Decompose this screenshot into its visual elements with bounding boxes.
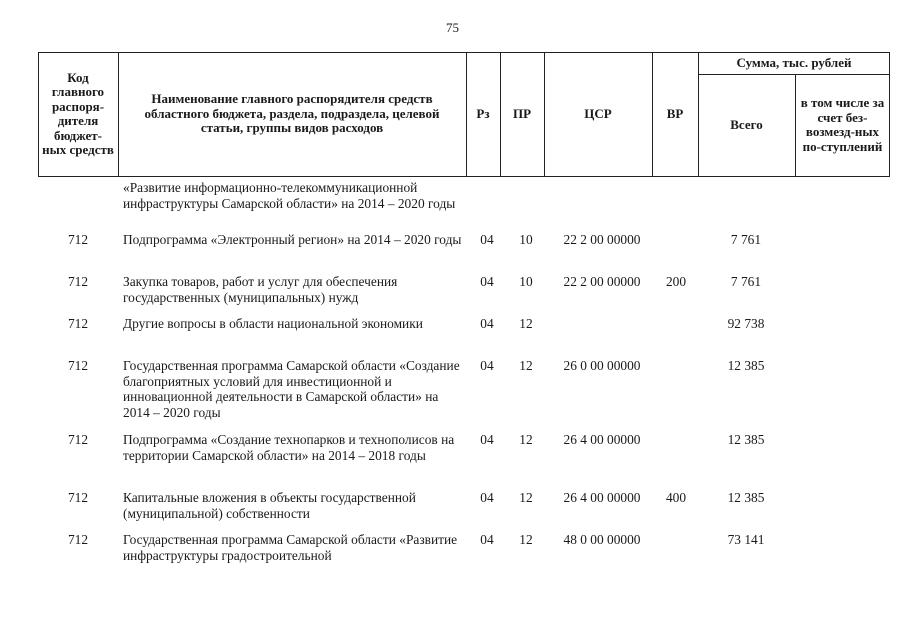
table-body xyxy=(38,180,890,574)
header-code: Код главного распоря-дителя бюджет-ных средств xyxy=(42,69,114,157)
table-header xyxy=(38,52,890,176)
row-pr: 10 xyxy=(519,232,533,247)
row-pr: 12 xyxy=(519,358,533,373)
row-code: 712 xyxy=(67,532,89,547)
row-csr: 26 4 00 00000 xyxy=(563,432,641,447)
row-total: 12 385 xyxy=(727,490,765,505)
row-vr: 400 xyxy=(665,490,687,505)
row-csr: 22 2 00 00000 xyxy=(563,232,641,247)
row-pr: 12 xyxy=(519,432,533,447)
row-csr: 22 2 00 00000 xyxy=(563,274,641,289)
header-free: в том числе за счет без-возмезд-ных по-ступлений xyxy=(800,95,885,154)
row-rz: 04 xyxy=(480,490,494,505)
table-row xyxy=(38,316,890,358)
header-pr: ПР xyxy=(512,105,532,121)
row-name: Капитальные вложения в объекты государственной (муниципальной) собственности xyxy=(123,490,416,521)
row-name: Государственная программа Самарской области «Развитие инфраструктуры градостроительной xyxy=(123,532,458,563)
row-code: 712 xyxy=(67,432,89,447)
row-rz: 04 xyxy=(480,358,494,373)
row-rz: 04 xyxy=(480,532,494,547)
row-rz: 04 xyxy=(480,274,494,289)
row-pr: 12 xyxy=(519,490,533,505)
row-pr: 12 xyxy=(519,532,533,547)
row-total: 12 385 xyxy=(727,358,765,373)
table-row xyxy=(38,180,890,232)
row-code: 712 xyxy=(67,490,89,505)
row-name: Подпрограмма «Электронный регион» на 2014 – 2020 годы xyxy=(123,232,462,247)
header-border-bottom xyxy=(38,176,890,177)
header-name: Наименование главного распорядителя средств областного бюджета, раздела, подраздела, целевой статьи, группы видов расходов xyxy=(144,91,440,136)
row-pr: 12 xyxy=(519,316,533,331)
header-sum: Сумма, тыс. рублей xyxy=(736,54,852,70)
row-total: 92 738 xyxy=(727,316,765,331)
header-csr: ЦСР xyxy=(584,105,612,121)
table-row xyxy=(38,532,890,574)
row-code: 712 xyxy=(67,232,89,247)
row-total: 73 141 xyxy=(727,532,765,547)
row-vr: 200 xyxy=(665,274,687,289)
table-row xyxy=(38,232,890,274)
row-total: 12 385 xyxy=(727,432,765,447)
row-code: 712 xyxy=(67,316,89,331)
header-rz: Рз xyxy=(476,105,490,121)
row-pr: 10 xyxy=(519,274,533,289)
row-name: Другие вопросы в области национальной экономики xyxy=(123,316,423,331)
row-total: 7 761 xyxy=(730,274,762,289)
row-rz: 04 xyxy=(480,432,494,447)
row-total: 7 761 xyxy=(730,232,762,247)
row-csr: 26 0 00 00000 xyxy=(563,358,641,373)
row-name: Государственная программа Самарской области «Создание благоприятных условий для инвестиционной и инновационной деятельности в Самарской области» на 2014 – 2020 годы xyxy=(123,358,460,420)
header-vr: ВР xyxy=(666,105,684,121)
header-total: Всего xyxy=(730,116,763,132)
row-csr: 48 0 00 00000 xyxy=(563,532,641,547)
table-row xyxy=(38,274,890,316)
table-row xyxy=(38,490,890,532)
row-name: «Развитие информационно-телекоммуникационной инфраструктуры Самарской области» на 2014 – 2020 годы xyxy=(123,180,456,211)
table-row xyxy=(38,432,890,490)
row-code: 712 xyxy=(67,358,89,373)
row-code: 712 xyxy=(67,274,89,289)
row-csr: 26 4 00 00000 xyxy=(563,490,641,505)
row-rz: 04 xyxy=(480,232,494,247)
page-number: 75 xyxy=(446,20,459,35)
row-name: Подпрограмма «Создание технопарков и технополисов на территории Самарской области» на 2014 – 2018 годы xyxy=(123,432,455,463)
table-row xyxy=(38,358,890,432)
row-rz: 04 xyxy=(480,316,494,331)
row-name: Закупка товаров, работ и услуг для обеспечения государственных (муниципальных) нужд xyxy=(123,274,398,305)
